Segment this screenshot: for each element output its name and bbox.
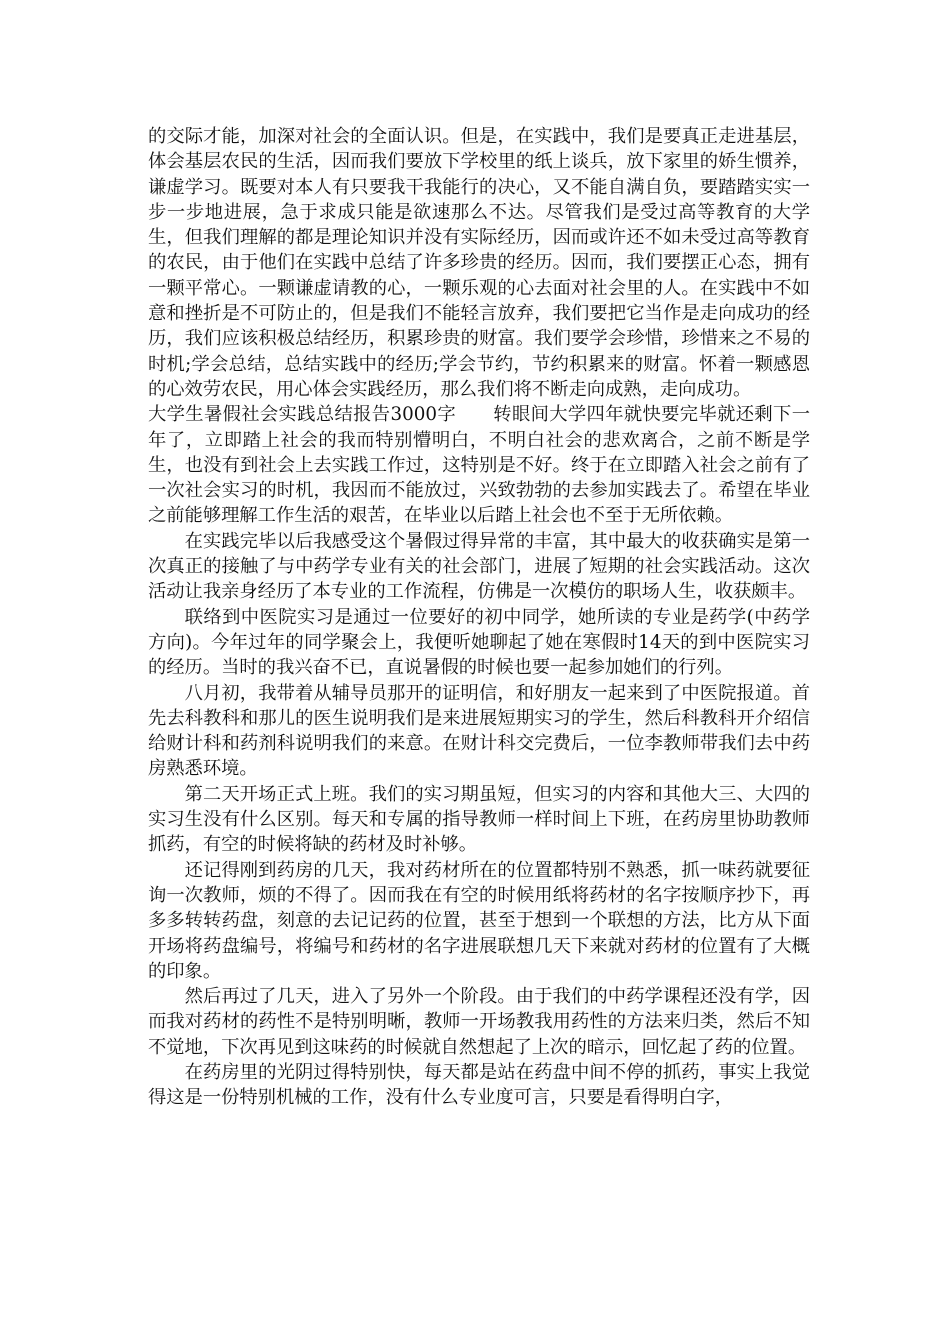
- paragraph: 八月初，我带着从辅导员那开的证明信，和好朋友一起来到了中医院报道。首先去科教科和那儿的医生说明我们是来进展短期实习的学生，然后科教科开介绍信给财计科和药剂科说明我们的来意。在财计科交完费后，一位李教师带我们去中药房熟悉环境。: [148, 682, 810, 780]
- paragraph: 联络到中医院实习是通过一位要好的初中同学，她所读的专业是药学(中药学方向)。今年过年的同学聚会上，我便听她聊起了她在寒假时14天的到中医院实习的经历。当时的我兴奋不已，直说暑假的时候也要一起参加她们的行列。: [148, 606, 810, 679]
- paragraph: 第二天开场正式上班。我们的实习期虽短，但实习的内容和其他大三、大四的实习生没有什么区别。每天和专属的指导教师一样时间上下班，在药房里协助教师抓药，有空的时候将缺的药材及时补够。: [148, 783, 810, 856]
- paragraph: 的交际才能，加深对社会的全面认识。但是，在实践中，我们是要真正走进基层，体会基层农民的生活，因而我们要放下学校里的纸上谈兵，放下家里的娇生惯养，谦虚学习。既要对本人有只要我干我能行的决心，又不能自满自负，要踏踏实实一步一步地进展，急于求成只能是欲速那么不达。尽管我们是受过高等教育的大学生，但我们理解的都是理论知识并没有实际经历，因而或许还不如未受过高等教育的农民，由于他们在实践中总结了许多珍贵的经历。因而，我们要摆正心态，拥有一颗平常心。一颗谦虚请教的心，一颗乐观的心去面对社会里的人。在实践中不如意和挫折是不可防止的，但是我们不能轻言放弃，我们要把它当作是走向成功的经历，我们应该积极总结经历，积累珍贵的财富。我们要学会珍惜，珍惜来之不易的时机;学会总结，总结实践中的经历;学会节约，节约积累来的财富。怀着一颗感恩的心效劳农民，用心体会实践经历，那么我们将不断走向成熟，走向成功。: [148, 126, 810, 400]
- paragraph: 在实践完毕以后我感受这个暑假过得异常的丰富，其中最大的收获确实是第一次真正的接触了与中药学专业有关的社会部门，进展了短期的社会实践活动。这次活动让我亲身经历了本专业的工作流程，仿佛是一次模仿的职场人生，收获颇丰。: [148, 530, 810, 603]
- paragraph: 在药房里的光阴过得特别快，每天都是站在药盘中间不停的抓药，事实上我觉得这是一份特别机械的工作，没有什么专业度可言，只要是看得明白字，: [148, 1061, 810, 1109]
- paragraph: 然后再过了几天，进入了另外一个阶段。由于我们的中药学课程还没有学，因而我对药材的药性不是特别明晰，教师一开场教我用药性的方法来归类，然后不知不觉地，下次再见到这味药的时候就自然想起了上次的暗示，回忆起了药的位置。: [148, 986, 810, 1058]
- paragraph: 还记得刚到药房的几天，我对药材所在的位置都特别不熟悉，抓一味药就要征询一次教师，烦的不得了。因而我在有空的时候用纸将药材的名字按顺序抄下，再多多转转药盘，刻意的去记记药的位置，甚至于想到一个联想的方法，比方从下面开场将药盘编号，将编号和药材的名字进展联想几天下来就对药材的位置有了大概的印象。: [148, 859, 810, 982]
- document-body: [148, 124, 810, 1111]
- paragraph: 大学生暑假社会实践总结报告3000字 转眼间大学四年就快要完毕就还剩下一年了，立即踏上社会的我而特别懵明白，不明白社会的悲欢离合，之前不断是学生，也没有到社会上去实践工作过，这特别是不好。终于在立即踏入社会之前有了一次社会实习的时机，我因而不能放过，兴致勃勃的去参加实践去了。希望在毕业之前能够理解工作生活的艰苦，在毕业以后踏上社会也不至于无所依赖。: [148, 404, 810, 527]
